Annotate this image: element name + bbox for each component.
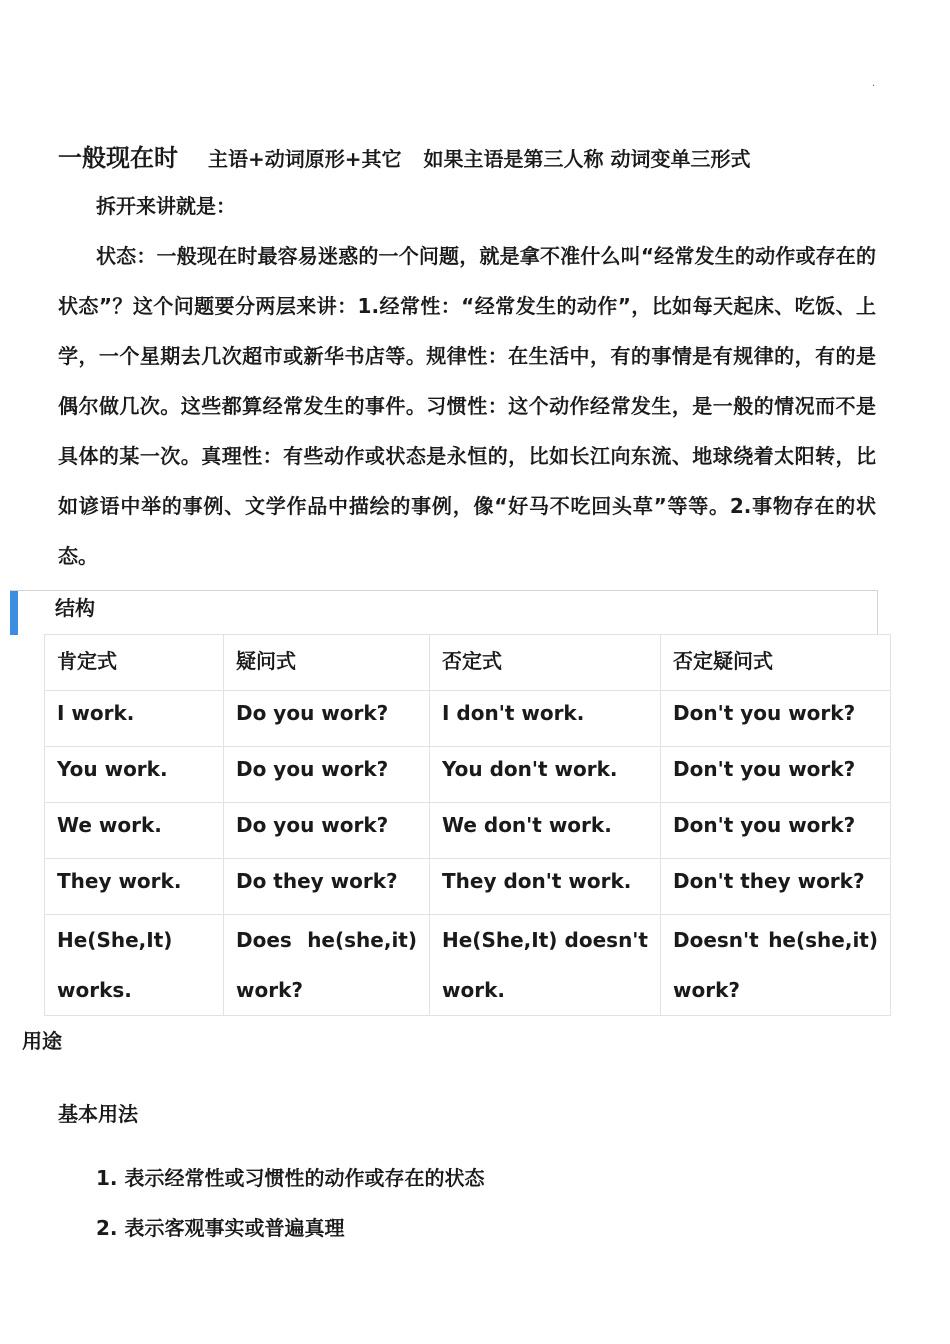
table-cell (661, 915, 891, 1016)
cell-line-2: work. (442, 978, 505, 1002)
table-cell: Do they work? (224, 859, 430, 915)
cell-line-1: He(She,It) (57, 928, 173, 952)
cell-line-1: Does he(she,it) (236, 928, 417, 952)
table-cell: Don't you work? (661, 691, 891, 747)
header-negative-interrogative: 否定疑问式 (661, 635, 891, 691)
table-cell: Do you work? (224, 691, 430, 747)
table-cell: Don't they work? (661, 859, 891, 915)
header-negative: 否定式 (430, 635, 661, 691)
table-cell: I don't work. (430, 691, 661, 747)
cell-line-2: work? (236, 978, 303, 1002)
conjugation-table (44, 634, 891, 1016)
table-header-row (45, 635, 891, 691)
usage-item-1: 1. 表示经常性或习惯性的动作或存在的状态 (96, 1166, 485, 1190)
title-line (58, 138, 750, 173)
cell-line-2: works. (57, 978, 132, 1002)
table-row-third-person (45, 915, 891, 1016)
structure-accent-bar (10, 591, 18, 635)
corner-mark: . (872, 78, 876, 89)
table-row (45, 747, 891, 803)
cell-line-1: Doesn't he(she,it) (673, 928, 878, 952)
table-row (45, 803, 891, 859)
table-cell (224, 915, 430, 1016)
header-interrogative: 疑问式 (224, 635, 430, 691)
table-row (45, 859, 891, 915)
intro-text: 拆开来讲就是： (96, 194, 236, 218)
table-row (45, 691, 891, 747)
basic-usage-label: 基本用法 (58, 1102, 138, 1126)
table-cell: You don't work. (430, 747, 661, 803)
table-cell: You work. (45, 747, 224, 803)
header-affirmative: 肯定式 (45, 635, 224, 691)
structure-label: 结构 (55, 596, 95, 620)
state-explanation-paragraph: 状态：一般现在时最容易迷惑的一个问题，就是拿不准什么叫“经常发生的动作或存在的状态”？这个问题要分两层来讲：1.经常性：“经常发生的动作”，比如每天起床、吃饭、上学，一个星期去几次超市或新华书店等。规律性：在生活中，有的事情是有规律的，有的是偶尔做几次。这些都算经常发生的事件。习惯性：这个动作经常发生，是一般的情况而不是具体的某一次。真理性：有些动作或状态是永恒的，比如长江向东流、地球绕着太阳转，比如谚语中举的事例、文学作品中描绘的事例，像“好马不吃回头草”等等。2.事物存在的状态。 (58, 244, 876, 568)
formula-text: 主语+动词原形+其它 (208, 147, 402, 171)
usage-label: 用途 (22, 1029, 62, 1053)
table-cell: We work. (45, 803, 224, 859)
table-cell: They don't work. (430, 859, 661, 915)
table-cell: Don't you work? (661, 803, 891, 859)
page-title: 一般现在时 (58, 144, 178, 172)
table-cell: Don't you work? (661, 747, 891, 803)
table-cell: They work. (45, 859, 224, 915)
structure-section-header (10, 590, 878, 634)
table-cell: We don't work. (430, 803, 661, 859)
table-cell: I work. (45, 691, 224, 747)
table-cell: Do you work? (224, 803, 430, 859)
table-cell (430, 915, 661, 1016)
usage-item-2: 2. 表示客观事实或普遍真理 (96, 1216, 345, 1240)
cell-line-1: He(She,It) doesn't (442, 928, 648, 952)
table-cell: Do you work? (224, 747, 430, 803)
third-person-note: 如果主语是第三人称 动词变单三形式 (423, 147, 751, 171)
table-cell (45, 915, 224, 1016)
cell-line-2: work? (673, 978, 740, 1002)
